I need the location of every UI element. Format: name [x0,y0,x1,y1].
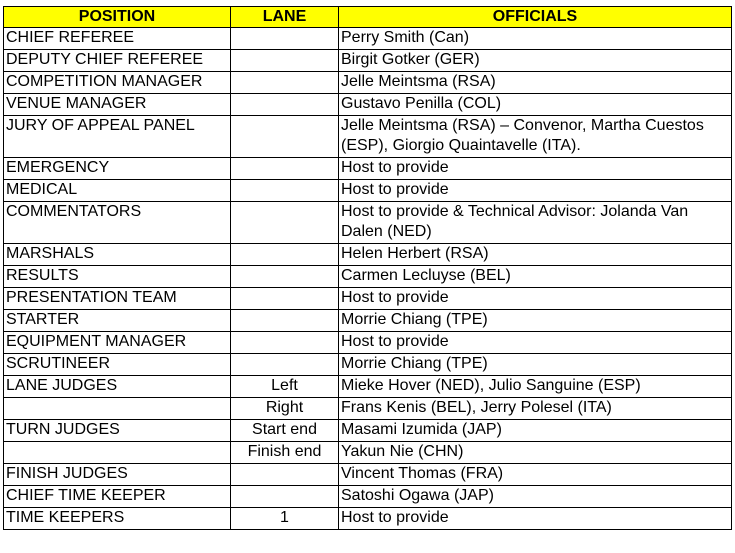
officials-cell: Mieke Hover (NED), Julio Sanguine (ESP) [339,376,732,398]
position-cell: TIME KEEPERS [4,508,231,530]
officials-cell: Carmen Lecluyse (BEL) [339,266,732,288]
officials-table [3,6,732,530]
lane-cell [231,158,339,180]
position-cell: DEPUTY CHIEF REFEREE [4,50,231,72]
position-cell: VENUE MANAGER [4,94,231,116]
officials-cell: Jelle Meintsma (RSA) [339,72,732,94]
table-row [4,486,732,508]
table-row [4,376,732,398]
position-cell: MEDICAL [4,180,231,202]
officials-cell: Jelle Meintsma (RSA) – Convenor, Martha Cuestos (ESP), Giorgio Quaintavelle (ITA). [339,116,732,158]
table-row [4,28,732,50]
position-cell: SCRUTINEER [4,354,231,376]
lane-cell [231,244,339,266]
table-row [4,420,732,442]
position-cell: TURN JUDGES [4,420,231,442]
officials-cell: Masami Izumida (JAP) [339,420,732,442]
lane-cell [231,116,339,158]
officials-cell: Host to provide [339,508,732,530]
position-cell: JURY OF APPEAL PANEL [4,116,231,158]
officials-cell: Gustavo Penilla (COL) [339,94,732,116]
header-position: POSITION [4,7,231,28]
position-cell: COMMENTATORS [4,202,231,244]
table-row [4,266,732,288]
officials-cell: Yakun Nie (CHN) [339,442,732,464]
position-cell: PRESENTATION TEAM [4,288,231,310]
table-row [4,332,732,354]
lane-cell [231,72,339,94]
lane-cell [231,288,339,310]
table-row [4,464,732,486]
header-officials: OFFICIALS [339,7,732,28]
lane-cell: Right [231,398,339,420]
lane-cell [231,28,339,50]
lane-cell [231,332,339,354]
officials-cell: Host to provide [339,332,732,354]
position-cell: FINISH JUDGES [4,464,231,486]
table-row [4,94,732,116]
position-cell: STARTER [4,310,231,332]
table-row [4,398,732,420]
table-row [4,508,732,530]
position-cell [4,398,231,420]
table-row [4,72,732,94]
table-row [4,116,732,158]
officials-cell: Morrie Chiang (TPE) [339,354,732,376]
position-cell [4,442,231,464]
lane-cell [231,266,339,288]
officials-cell: Vincent Thomas (FRA) [339,464,732,486]
table-row [4,310,732,332]
lane-cell: Left [231,376,339,398]
position-cell: EQUIPMENT MANAGER [4,332,231,354]
table-row [4,202,732,244]
lane-cell [231,464,339,486]
officials-cell: Frans Kenis (BEL), Jerry Polesel (ITA) [339,398,732,420]
position-cell: LANE JUDGES [4,376,231,398]
position-cell: COMPETITION MANAGER [4,72,231,94]
position-cell: MARSHALS [4,244,231,266]
table-row [4,158,732,180]
officials-cell: Host to provide [339,180,732,202]
header-row [4,7,732,28]
table-row [4,244,732,266]
lane-cell: Finish end [231,442,339,464]
lane-cell [231,354,339,376]
position-cell: EMERGENCY [4,158,231,180]
officials-cell: Host to provide [339,158,732,180]
table-row [4,50,732,72]
officials-cell: Satoshi Ogawa (JAP) [339,486,732,508]
officials-cell: Perry Smith (Can) [339,28,732,50]
lane-cell [231,50,339,72]
table-row [4,180,732,202]
lane-cell [231,310,339,332]
table-row [4,354,732,376]
position-cell: CHIEF REFEREE [4,28,231,50]
officials-cell: Host to provide & Technical Advisor: Jolanda Van Dalen (NED) [339,202,732,244]
table-row [4,442,732,464]
lane-cell [231,94,339,116]
lane-cell [231,180,339,202]
lane-cell [231,486,339,508]
position-cell: RESULTS [4,266,231,288]
officials-cell: Birgit Gotker (GER) [339,50,732,72]
lane-cell: Start end [231,420,339,442]
position-cell: CHIEF TIME KEEPER [4,486,231,508]
lane-cell: 1 [231,508,339,530]
officials-cell: Host to provide [339,288,732,310]
officials-cell: Helen Herbert (RSA) [339,244,732,266]
lane-cell [231,202,339,244]
header-lane: LANE [231,7,339,28]
table-row [4,288,732,310]
officials-cell: Morrie Chiang (TPE) [339,310,732,332]
